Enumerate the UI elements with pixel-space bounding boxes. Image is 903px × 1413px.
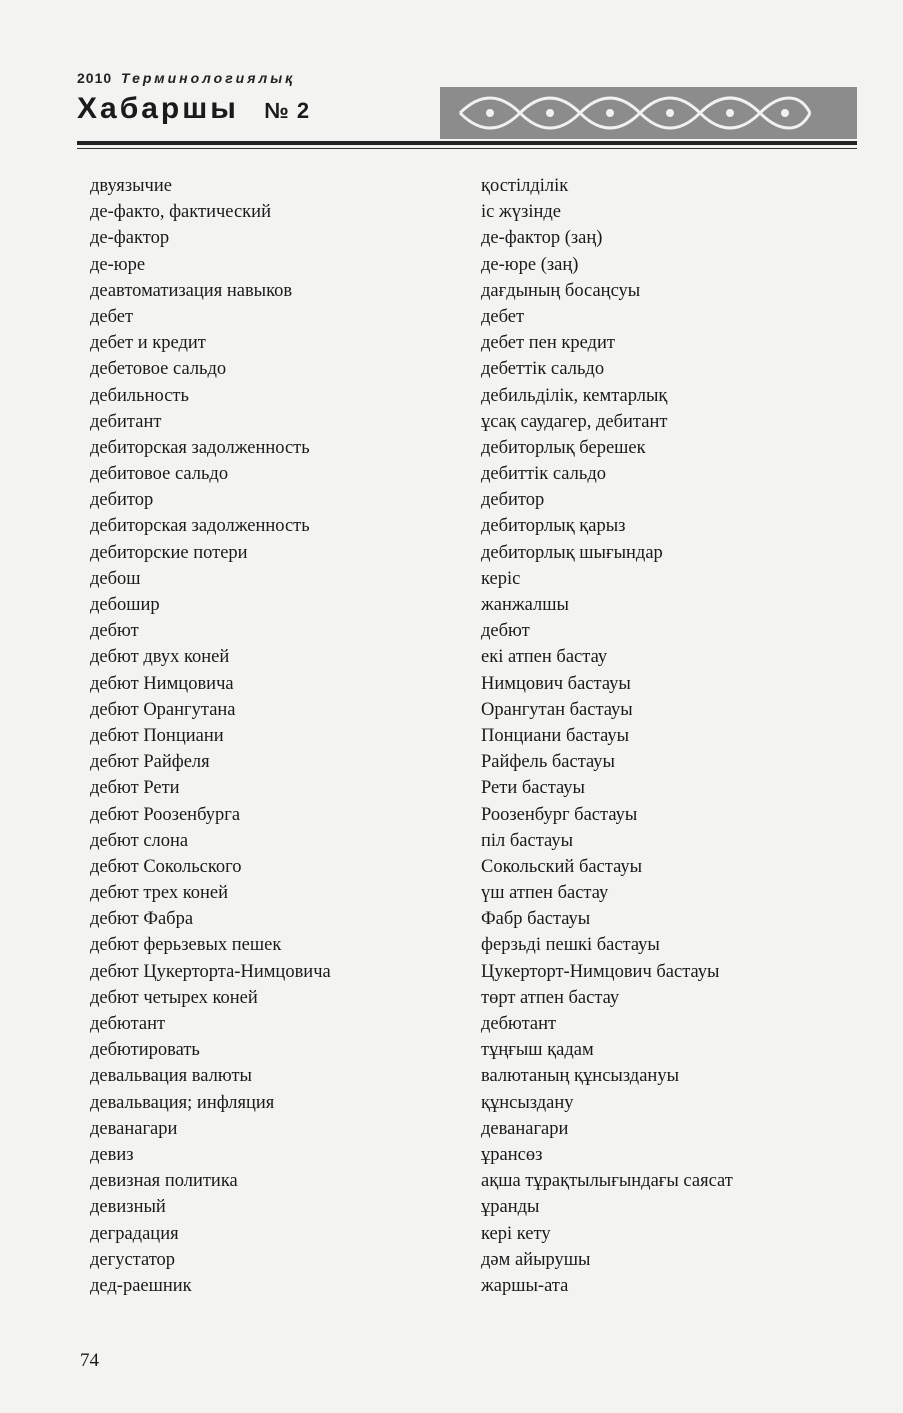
term-kazakh: дебет пен кредит: [481, 333, 615, 354]
term-russian: дед-раешник: [90, 1275, 192, 1296]
term-kazakh: дебиттік сальдо: [481, 464, 607, 485]
term-russian: деградация: [90, 1223, 179, 1244]
journal-title: Хабаршы: [77, 92, 239, 125]
ornament-pattern-icon: [440, 87, 857, 139]
term-russian: де-юре: [90, 254, 146, 275]
term-kazakh: ұсақ саудагер, дебитант: [481, 411, 668, 432]
term-russian: дебетовое сальдо: [90, 359, 227, 380]
journal-series-line: [77, 70, 295, 86]
term-kazakh: дебиторлық шығындар: [481, 542, 663, 563]
term-russian: дебютировать: [90, 1040, 200, 1061]
term-russian: дебиторские потери: [90, 542, 248, 563]
page-number: 74: [80, 1350, 99, 1371]
term-kazakh: ұрансөз: [481, 1144, 543, 1165]
term-kazakh: дебет: [481, 306, 525, 327]
term-russian: дебют Цукерторта-Нимцовича: [90, 961, 331, 982]
journal-issue: № 2: [264, 98, 311, 123]
term-russian: двуязычие: [90, 176, 172, 196]
header-rule-thin: [77, 148, 857, 149]
term-russian: дебют ферьзевых пешек: [90, 935, 282, 956]
term-kazakh: Понциани бастауы: [481, 725, 630, 746]
term-kazakh: іс жүзінде: [481, 202, 561, 223]
term-russian: дебиторская задолженность: [90, 437, 310, 458]
term-russian: дебитовое сальдо: [90, 464, 229, 485]
term-kazakh: тұңғыш қадам: [481, 1040, 594, 1061]
term-kazakh: Цукерторт-Нимцович бастауы: [481, 961, 720, 982]
journal-title-line: [77, 92, 310, 126]
term-kazakh: кері кету: [481, 1223, 551, 1244]
term-russian: дебет: [90, 306, 134, 327]
term-kazakh: үш атпен бастау: [481, 883, 609, 904]
term-russian: дебютант: [90, 1014, 166, 1034]
term-russian: дебильность: [90, 385, 189, 406]
term-kazakh: Орангутан бастауы: [481, 699, 633, 720]
term-russian: девиз: [90, 1144, 134, 1165]
term-kazakh: құнсыздану: [481, 1092, 574, 1113]
term-russian: дегустатор: [90, 1249, 176, 1270]
term-russian: дебют Орангутана: [90, 699, 236, 720]
header-ornament-band: [440, 87, 857, 139]
term-russian: дебют Рети: [90, 778, 180, 799]
term-kazakh: дәм айырушы: [481, 1249, 591, 1270]
term-kazakh: де-фактор (заң): [481, 228, 603, 249]
term-russian: де-фактор: [90, 228, 170, 249]
term-kazakh: Сокольский бастауы: [481, 856, 643, 877]
term-russian: деванагари: [90, 1118, 178, 1139]
term-kazakh: де-юре (заң): [481, 254, 579, 275]
term-kazakh: дағдының босаңсуы: [481, 280, 641, 301]
term-russian: дебош: [90, 568, 141, 589]
term-russian: деавтоматизация навыков: [90, 280, 293, 301]
term-kazakh: Фабр бастауы: [481, 909, 591, 930]
term-kazakh: валютаның құнсыздануы: [481, 1066, 680, 1087]
term-russian: дебют Райфеля: [90, 752, 210, 773]
term-russian: дебитант: [90, 411, 162, 432]
term-russian: дебют: [90, 621, 139, 642]
term-russian: дебет и кредит: [90, 333, 206, 354]
term-kazakh: дебеттік сальдо: [481, 359, 605, 380]
kazakh-terms-column: [481, 173, 861, 1299]
term-russian: дебют Фабра: [90, 909, 194, 930]
term-russian: девальвация; инфляция: [90, 1092, 275, 1113]
term-russian: девальвация валюты: [90, 1066, 252, 1087]
journal-year: 2010: [77, 70, 113, 86]
term-russian: девизный: [90, 1197, 166, 1218]
term-kazakh: дебютант: [481, 1014, 557, 1034]
term-russian: дебют двух коней: [90, 647, 230, 668]
term-russian: девизная политика: [90, 1171, 238, 1192]
term-kazakh: дебиторлық қарыз: [481, 516, 626, 537]
journal-series: Терминологиялық: [121, 70, 296, 86]
term-kazakh: қостілділік: [481, 176, 569, 196]
term-kazakh: екі атпен бастау: [481, 647, 608, 668]
term-russian: де-факто, фактический: [90, 202, 271, 223]
term-kazakh: дебют: [481, 621, 530, 642]
term-russian: дебитор: [90, 490, 154, 511]
term-kazakh: ферзьді пешкі бастауы: [481, 935, 660, 956]
term-russian: дебют Нимцовича: [90, 673, 234, 694]
term-kazakh: Роозенбург бастауы: [481, 804, 638, 825]
term-kazakh: ақша тұрақтылығындағы саясат: [481, 1171, 733, 1192]
term-kazakh: төрт атпен бастау: [481, 987, 620, 1008]
term-kazakh: жаршы-ата: [481, 1275, 569, 1296]
term-kazakh: Рети бастауы: [481, 778, 585, 799]
term-russian: дебют Сокольского: [90, 856, 242, 877]
term-kazakh: дебитор: [481, 490, 545, 511]
russian-terms-column: [90, 173, 470, 1299]
term-kazakh: дебильділік, кемтарлық: [481, 385, 668, 406]
term-russian: дебют четырех коней: [90, 987, 258, 1008]
term-russian: дебют трех коней: [90, 883, 229, 904]
term-kazakh: Нимцович бастауы: [481, 673, 631, 694]
term-kazakh: жанжалшы: [481, 595, 569, 615]
term-russian: дебошир: [90, 595, 160, 615]
term-kazakh: ұранды: [481, 1197, 540, 1218]
term-kazakh: деванагари: [481, 1118, 569, 1139]
term-russian: дебют Понциани: [90, 725, 224, 746]
term-kazakh: керіс: [481, 568, 521, 589]
term-kazakh: дебиторлық берешек: [481, 437, 646, 458]
header-rule-thick: [77, 141, 857, 145]
term-russian: дебют слона: [90, 830, 189, 851]
term-russian: дебют Роозенбурга: [90, 804, 241, 825]
term-russian: дебиторская задолженность: [90, 516, 310, 537]
term-kazakh: Райфель бастауы: [481, 752, 615, 773]
term-kazakh: піл бастауы: [481, 830, 573, 851]
